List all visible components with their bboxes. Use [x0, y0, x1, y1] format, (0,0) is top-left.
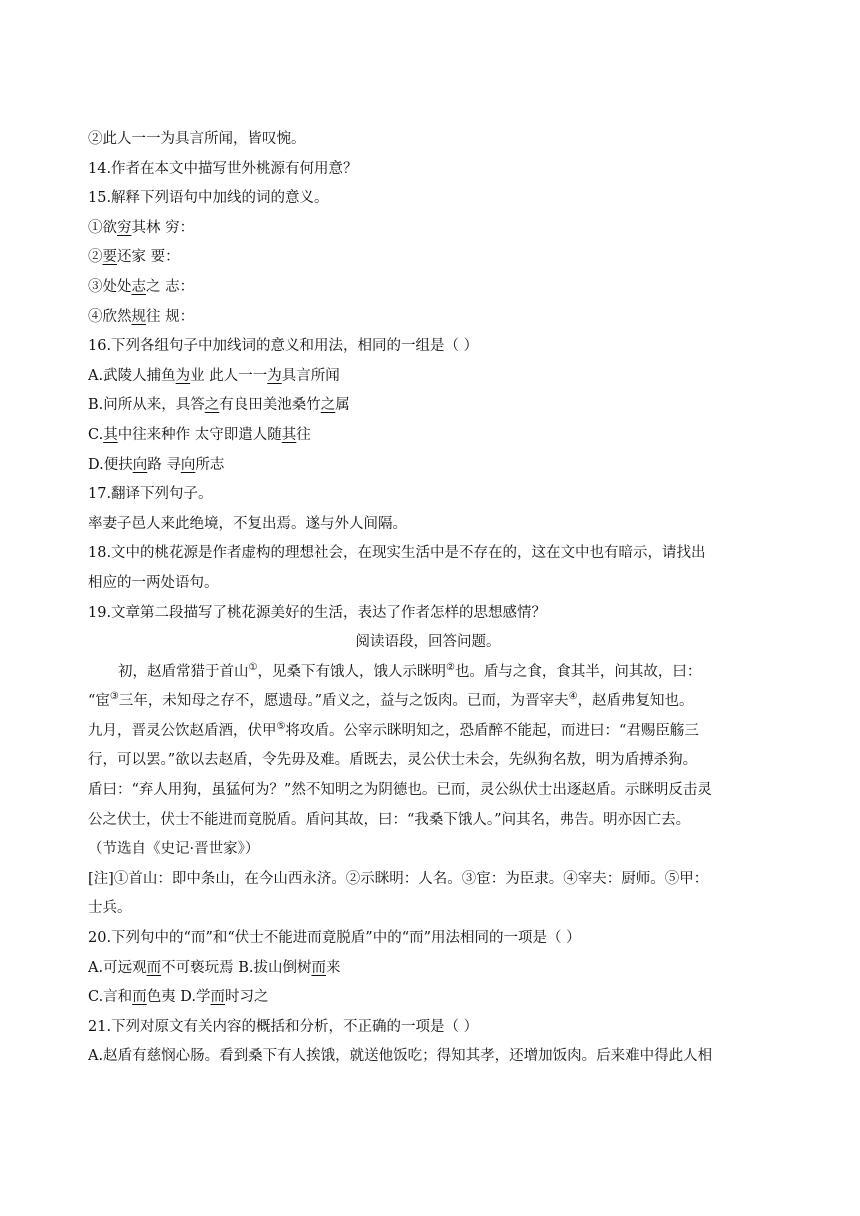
underlined-word: 之: [320, 397, 336, 414]
question-20-options-ab: A.可远观而不可亵玩焉 B.拔山倒树而来: [88, 959, 341, 976]
question-16: 16.下列各组句子中加线词的意义和用法，相同的一组是（ ）: [88, 338, 479, 355]
underlined-word: 而: [132, 989, 147, 1006]
question-18-cont: 相应的一两处语句。: [88, 574, 219, 591]
passage-line: 行，可以罢。”欲以去赵盾，令先毋及难。盾既去，灵公伏士未会，先纵狗名敖，明为盾搏杀狗。: [88, 752, 698, 769]
underlined-word: 志: [131, 278, 146, 295]
footnote-mark: ①: [248, 661, 258, 673]
underlined-word: 规: [131, 308, 146, 325]
question-18: 18.文中的桃花源是作者虚构的理想社会，在现实生活中是不存在的，这在文中也有暗示，请找出: [88, 545, 706, 562]
passage-line: 九月，晋灵公饮赵盾酒，伏甲⑤将攻盾。公宰示眯明知之，恐盾醉不能起，而进曰：“君赐臣觞三: [88, 721, 699, 739]
footnotes: [注]①首山：即中条山，在今山西永济。②示眯明：人名。③宦：为臣隶。④宰夫：厨师。⑤甲：: [88, 870, 709, 887]
question-20: 20.下列句中的“而”和“伏士不能进而竟脱盾”中的“而”用法相同的一项是（ ）: [88, 930, 581, 947]
question-16-option-c: C.其中往来种作 太守即遣人随其往: [88, 426, 311, 443]
question-17-sentence: 率妻子邑人来此绝境，不复出焉。遂与外人间隔。: [88, 515, 407, 532]
question-16-option-a: A.武陵人捕鱼为业 此人一一为具言所闻: [88, 367, 340, 384]
footnote-mark: ④: [568, 691, 578, 703]
question-14: 14.作者在本文中描写世外桃源有何用意？: [88, 160, 358, 177]
underlined-word: 之: [204, 397, 220, 414]
question-15-item-4: ④欣然规往 规：: [88, 308, 195, 325]
question-16-option-d: D.便扶向路 寻向所志: [88, 456, 225, 473]
footnote-mark: ②: [445, 661, 455, 673]
question-16-option-b: B.问所从来，具答之有良田美池桑竹之属: [88, 397, 350, 414]
question-17: 17.翻译下列句子。: [88, 486, 213, 503]
document-page: [88, 125, 768, 1072]
underlined-word: 其: [103, 426, 118, 443]
underlined-word: 而: [210, 989, 226, 1006]
question-15-item-1: ①欲穷其林 穷：: [88, 219, 195, 236]
question-15-item-3: ③处处志之 志：: [88, 278, 195, 295]
question-15-item-2: ②要还家 要：: [88, 249, 180, 266]
footnote-mark: ③: [109, 691, 119, 703]
underlined-word: 向: [180, 456, 196, 473]
question-20-options-cd: C.言和而色夷 D.学而时习之: [88, 989, 269, 1006]
reading-title: 阅读语段，回答问题。: [355, 634, 501, 651]
passage-line: “宦③三年，未知母之存不，愿遗母。”盾义之，益与之饭肉。已而，为晋宰夫④，赵盾弗复知也。: [88, 691, 694, 710]
underlined-word: 其: [281, 426, 297, 443]
question-21-option-a: A.赵盾有慈悯心肠。看到桑下有人挨饿，就送他饭吃；得知其孝，还增加饭肉。后来难中得此人相: [88, 1048, 713, 1065]
underlined-word: 向: [132, 456, 148, 473]
underlined-word: 为: [175, 367, 191, 384]
question-15: 15.解释下列语句中加线的词的意义。: [88, 190, 329, 207]
underlined-word: 要: [102, 249, 117, 266]
question-21: 21.下列对原文有关内容的概括和分析，不正确的一项是（ ）: [88, 1018, 479, 1035]
passage-line: 初，赵盾常猎于首山①，见桑下有饿人，饿人示眯明②也。盾与之食，食其半，问其故，曰：: [118, 661, 702, 680]
question-19: 19.文章第二段描写了桃花源美好的生活，表达了作者怎样的思想感情？: [88, 604, 547, 621]
underlined-word: 为: [267, 367, 282, 384]
footnote-mark: ⑤: [276, 721, 286, 733]
passage-source: （节选自《史记·晋世家》）: [88, 841, 260, 858]
underlined-word: 穷: [117, 219, 132, 236]
footnotes-cont: 士兵。: [88, 900, 132, 917]
underlined-word: 而: [311, 959, 326, 976]
underlined-word: 而: [146, 959, 162, 976]
passage-line: 公之伏士，伏士不能进而竟脱盾。盾问其故，曰：“我桑下饿人。”问其名，弗告。明亦因亡去。: [88, 811, 691, 828]
text-line: ②此人一一为具言所闻，皆叹惋。: [88, 131, 306, 147]
passage-line: 盾曰：“弃人用狗，虽猛何为？”然不知明之为阴德也。已而，灵公纵伏士出逐赵盾。示眯明反击灵: [88, 782, 712, 799]
